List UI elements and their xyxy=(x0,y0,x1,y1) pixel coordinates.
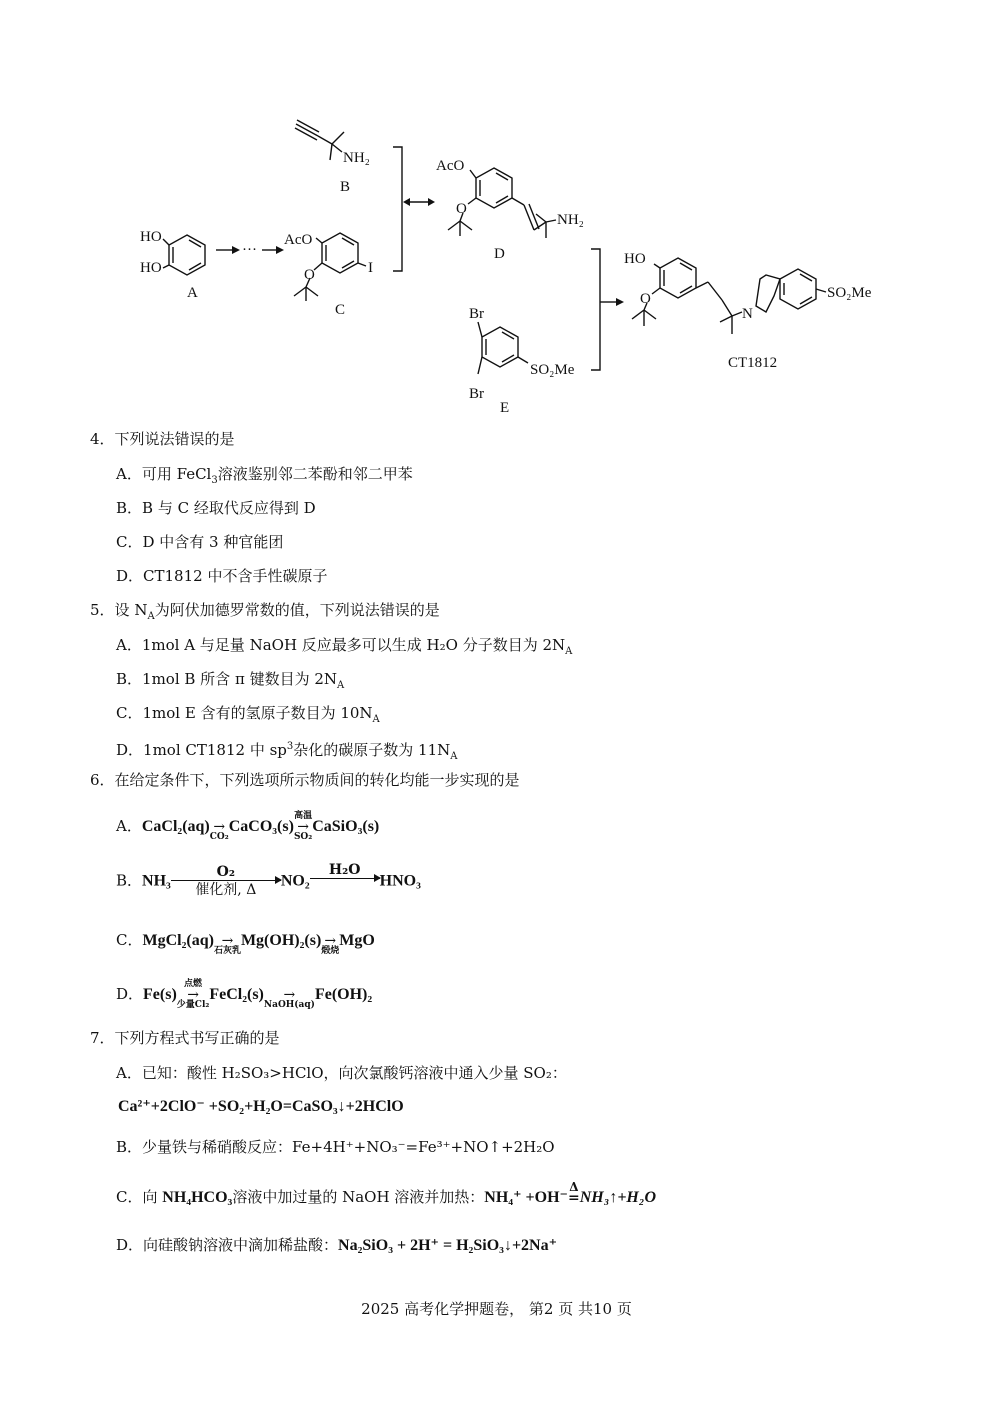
equation: NH₃↑+H₂O xyxy=(579,1189,657,1206)
question-number: 4． xyxy=(90,430,115,448)
question-number: 7． xyxy=(90,1029,115,1047)
arrow-condition: 煅烧 xyxy=(321,946,340,956)
option-letter: B． xyxy=(116,871,143,890)
compound-e-structure xyxy=(469,306,575,416)
arrow-condition: 点燃 xyxy=(184,979,203,989)
q7-option-b xyxy=(116,1137,555,1157)
compound-c-structure xyxy=(284,232,373,318)
option-letter: A． xyxy=(116,817,142,835)
scheme-text: HO xyxy=(140,229,162,245)
q7-option-c xyxy=(116,1180,657,1213)
q6-option-c xyxy=(116,926,375,956)
question-text: 为阿伏加德罗常数的值，下列说法错误的是 xyxy=(154,601,440,619)
scheme-text: Br xyxy=(469,386,484,402)
q6-option-d xyxy=(116,980,372,1010)
option-text: 已知：酸性 H₂SO₃>HClO，向次氯酸钙溶液中通入少量 SO₂： xyxy=(141,1064,567,1082)
scheme-text: NH₂ xyxy=(343,150,370,166)
option-letter: D． xyxy=(116,1236,144,1254)
option-letter: C． xyxy=(116,931,143,949)
reaction-arrow: 点燃 → 少量Cl₂ xyxy=(176,979,210,1010)
subscript: A xyxy=(337,680,345,691)
option-text: 少量铁与稀硝酸反应： xyxy=(142,1138,293,1156)
question-number: 6． xyxy=(90,771,115,789)
arrow-condition: SO₂ xyxy=(293,832,313,842)
scheme-text: Br xyxy=(469,306,484,322)
subscript: A xyxy=(372,714,380,725)
q4-option-c xyxy=(116,532,283,552)
question-5-stem xyxy=(90,600,440,627)
scheme-text: N xyxy=(742,306,753,322)
option-text: 向 xyxy=(142,1188,163,1206)
option-text: 1mol E 含有的氢原子数目为 10N xyxy=(142,704,373,722)
species: HNO₃ xyxy=(379,872,421,890)
label-d: D xyxy=(494,246,505,262)
equation: Na₂SiO₃ + 2H⁺ = H₂SiO₃↓+2Na⁺ xyxy=(338,1237,558,1254)
q4-option-a xyxy=(116,464,413,491)
q4-option-d xyxy=(116,566,327,586)
option-letter: B． xyxy=(116,1138,143,1156)
species: MgCl₂(aq) xyxy=(142,932,214,949)
page-footer: 2025 高考化学押题卷， 第2 页 共10 页 xyxy=(361,1300,632,1318)
option-letter: D． xyxy=(116,741,144,759)
option-letter: D． xyxy=(116,985,144,1003)
option-text: 可用 FeCl xyxy=(141,465,212,483)
q7-option-a xyxy=(116,1063,567,1083)
compound-b-structure xyxy=(295,120,370,195)
species: NH₃ xyxy=(142,872,171,890)
q5-option-a xyxy=(116,635,572,662)
option-letter: A． xyxy=(116,465,142,483)
option-text: 1mol A 与足量 NaOH 反应最多可以生成 H₂O 分子数目为 2N xyxy=(141,636,566,654)
synthesis-scheme xyxy=(0,0,993,425)
species: CaCO₃(s) xyxy=(228,818,294,835)
scheme-text: HO xyxy=(624,251,646,267)
scheme-text: HO xyxy=(140,260,162,276)
option-text: 1mol B 所含 π 键数目为 2N xyxy=(142,670,338,688)
bracket-arrow-1 xyxy=(393,147,435,271)
arrow-condition: 石灰乳 xyxy=(213,946,241,956)
option-text: 溶液中加过量的 NaOH 溶液并加热： xyxy=(232,1188,485,1206)
product-ct1812-structure xyxy=(624,251,872,371)
question-6-stem xyxy=(90,770,520,790)
option-text: 杂化的碳原子数为 11N xyxy=(293,741,451,759)
svg-text:O: O xyxy=(456,201,467,217)
reaction-arrow: 高温 → SO₂ xyxy=(293,811,313,842)
arrow-condition: 催化剂, Δ xyxy=(195,882,257,898)
question-number: 5． xyxy=(90,601,115,619)
option-text: 向硅酸钠溶液中滴加稀盐酸： xyxy=(143,1236,339,1254)
species: FeCl₂(s) xyxy=(209,986,264,1003)
arrow-condition: 高温 xyxy=(294,811,313,821)
scheme-text: AcO xyxy=(284,232,313,248)
subscript: 3 xyxy=(211,475,218,486)
species: Fe(OH)₂ xyxy=(314,986,373,1003)
option-letter: A． xyxy=(116,1064,142,1082)
species: MgO xyxy=(339,932,375,949)
reaction-arrow xyxy=(310,862,380,879)
species: Mg(OH)₂(s) xyxy=(240,932,322,949)
arrow-condition: NaOH(aq) xyxy=(263,1000,315,1010)
scheme-text: NH₂ xyxy=(557,212,584,228)
svg-text:O: O xyxy=(304,267,315,283)
option-letter: B． xyxy=(116,670,143,688)
question-text: 设 N xyxy=(114,601,148,619)
equals-heat-sign: Δ = xyxy=(568,1180,580,1206)
scheme-text: SO₂Me xyxy=(530,362,575,378)
q6-option-b xyxy=(116,864,421,899)
question-7-stem xyxy=(90,1028,280,1048)
q5-option-c xyxy=(116,703,380,730)
option-letter: A． xyxy=(116,636,142,654)
superscript: 3 xyxy=(286,741,294,752)
option-text: 溶液鉴别邻二苯酚和邻二甲苯 xyxy=(217,465,413,483)
option-letter: C． xyxy=(116,533,143,551)
question-text: 下列方程式书写正确的是 xyxy=(114,1029,280,1047)
label-a: A xyxy=(187,285,198,301)
arrow-condition: Δ xyxy=(569,1180,579,1194)
scheme-text: SO₂Me xyxy=(827,285,872,301)
q6-option-a xyxy=(116,812,379,842)
species: NH₄HCO₃ xyxy=(162,1189,233,1206)
option-letter: C． xyxy=(116,704,143,722)
reaction-arrow: → CO₂ xyxy=(209,819,229,842)
species: Fe(s) xyxy=(143,986,177,1003)
scheme-text: I xyxy=(368,260,373,276)
subscript: A xyxy=(565,646,573,657)
compound-d-structure xyxy=(436,158,584,262)
reaction-arrow: → 煅烧 xyxy=(321,933,340,956)
svg-text:O: O xyxy=(640,291,651,307)
question-4-stem xyxy=(90,429,235,449)
arrow-condition: CO₂ xyxy=(209,832,229,842)
q5-option-d xyxy=(116,737,457,767)
option-letter: D． xyxy=(116,567,144,585)
q7-option-d xyxy=(116,1235,557,1256)
q5-option-b xyxy=(116,669,344,696)
option-text: D 中含有 3 种官能团 xyxy=(142,533,284,551)
option-text: B 与 C 经取代反应得到 D xyxy=(142,499,316,517)
q7-option-a-equation: Ca²⁺+2ClO⁻ +SO₂+H₂O=CaSO₃↓+2HClO xyxy=(118,1098,404,1115)
equation: Fe+4H⁺+NO₃⁻=Fe³⁺+NO↑+2H₂O xyxy=(292,1138,555,1156)
species: CaCl₂(aq) xyxy=(141,818,210,835)
arrow-condition: 少量Cl₂ xyxy=(176,1000,210,1010)
subscript: A xyxy=(147,611,155,622)
species: CaSiO₃(s) xyxy=(312,818,380,835)
label-e: E xyxy=(500,400,510,416)
reaction-arrow: → NaOH(aq) xyxy=(263,987,315,1010)
reaction-arrow: → 石灰乳 xyxy=(213,933,241,956)
question-text: 在给定条件下，下列选项所示物质间的转化均能一步实现的是 xyxy=(114,771,520,789)
subscript: A xyxy=(450,751,458,762)
label-b: B xyxy=(340,179,351,195)
equation: NH₄⁺ +OH⁻ xyxy=(484,1189,568,1206)
option-text: 1mol CT1812 中 sp xyxy=(143,741,287,759)
bracket-arrow-2 xyxy=(591,249,624,370)
scheme-text: AcO xyxy=(436,158,465,174)
compound-a-structure xyxy=(140,229,205,301)
label-ct1812: CT1812 xyxy=(728,355,778,371)
reaction-arrow xyxy=(171,864,281,899)
option-text: CT1812 中不含手性碳原子 xyxy=(143,567,328,585)
option-letter: B． xyxy=(116,499,143,517)
arrow-a-to-c xyxy=(216,242,284,258)
species: NO₂ xyxy=(280,872,310,890)
arrow-condition: O₂ xyxy=(216,864,235,880)
scheme-text: ··· xyxy=(242,242,257,258)
question-text: 下列说法错误的是 xyxy=(114,430,235,448)
q4-option-b xyxy=(116,498,316,518)
arrow-condition: H₂O xyxy=(328,862,361,878)
option-letter: C． xyxy=(116,1188,143,1206)
label-c: C xyxy=(335,302,346,318)
